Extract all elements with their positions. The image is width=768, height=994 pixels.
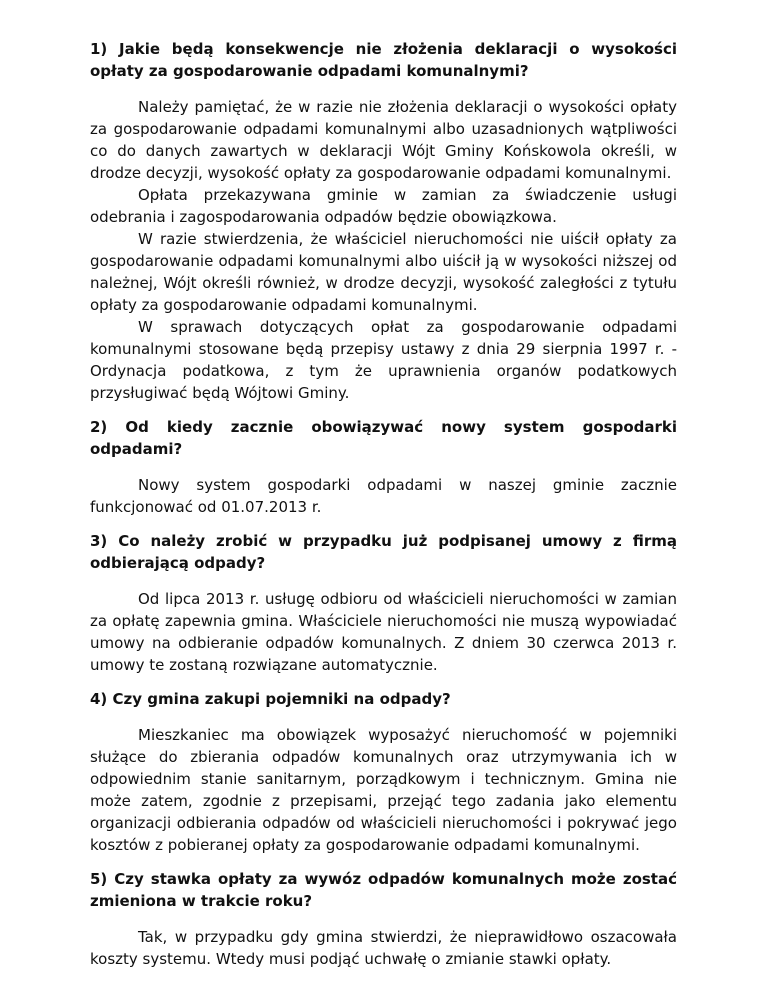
faq-question-3: 3) Co należy zrobić w przypadku już podpisanej umowy z firmą odbierającą odpady? (90, 532, 677, 572)
faq-answer-3-paragraph-1: Od lipca 2013 r. usługę odbioru od właścicieli nieruchomości w zamian za opłatę zapewnia gmina. Właściciele nieruchomości nie muszą wypowiadać umowy na odbieranie odpadów komunalnych. Z dniem 30 czerwca 2013 r. umowy te zostaną rozwiązane automatycznie. (90, 590, 677, 674)
faq-answer-1-paragraph-1: Należy pamiętać, że w razie nie złożenia deklaracji o wysokości opłaty za gospodarowanie odpadami komunalnymi albo uzasadnionych wątpliwości co do danych zawartych w deklaracji Wójt Gminy Końskowola określi, w drodze decyzji, wysokość opłaty za gospodarowanie odpadami komunalnymi. (90, 98, 677, 182)
faq-section-3 (90, 530, 677, 676)
faq-answer-5-paragraph-1: Tak, w przypadku gdy gmina stwierdzi, że nieprawidłowo oszacowała koszty systemu. Wtedy musi podjąć uchwałę o zmianie stawki opłaty. (90, 928, 677, 968)
faq-question-5: 5) Czy stawka opłaty za wywóz odpadów komunalnych może zostać zmieniona w trakcie roku? (90, 870, 677, 910)
faq-section-5 (90, 868, 677, 970)
faq-section-2 (90, 416, 677, 518)
faq-section-1 (90, 38, 677, 404)
faq-section-4 (90, 688, 677, 856)
faq-question-2: 2) Od kiedy zacznie obowiązywać nowy system gospodarki odpadami? (90, 418, 677, 458)
faq-question-1: 1) Jakie będą konsekwencje nie złożenia deklaracji o wysokości opłaty za gospodarowanie odpadami komunalnymi? (90, 40, 677, 80)
faq-answer-2-paragraph-1: Nowy system gospodarki odpadami w naszej gminie zacznie funkcjonować od 01.07.2013 r. (90, 476, 677, 516)
faq-answer-1-paragraph-3: W razie stwierdzenia, że właściciel nieruchomości nie uiścił opłaty za gospodarowanie odpadami komunalnymi albo uiścił ją w wysokości niższej od należnej, Wójt określi również, w drodze decyzji, wysokość zaległości z tytułu opłaty za gospodarowanie odpadami komunalnymi. (90, 230, 677, 314)
faq-answer-4-paragraph-1: Mieszkaniec ma obowiązek wyposażyć nieruchomość w pojemniki służące do zbierania odpadów komunalnych oraz utrzymywania ich w odpowiednim stanie sanitarnym, porządkowym i technicznym. Gmina nie może zatem, zgodnie z przepisami, przejąć tego zadania jako elementu organizacji odbierania odpadów od właścicieli nieruchomości i pokrywać jego kosztów z pobieranej opłaty za gospodarowanie odpadami komunalnymi. (90, 726, 677, 854)
faq-answer-1-paragraph-2: Opłata przekazywana gminie w zamian za świadczenie usługi odebrania i zagospodarowania odpadów będzie obowiązkowa. (90, 186, 677, 226)
faq-question-4: 4) Czy gmina zakupi pojemniki na odpady? (90, 690, 451, 708)
document-page (90, 38, 677, 982)
faq-answer-1-paragraph-4: W sprawach dotyczących opłat za gospodarowanie odpadami komunalnymi stosowane będą przepisy ustawy z dnia 29 sierpnia 1997 r. - Ordynacja podatkowa, z tym że uprawnienia organów podatkowych przysługiwać będą Wójtowi Gminy. (90, 318, 677, 402)
